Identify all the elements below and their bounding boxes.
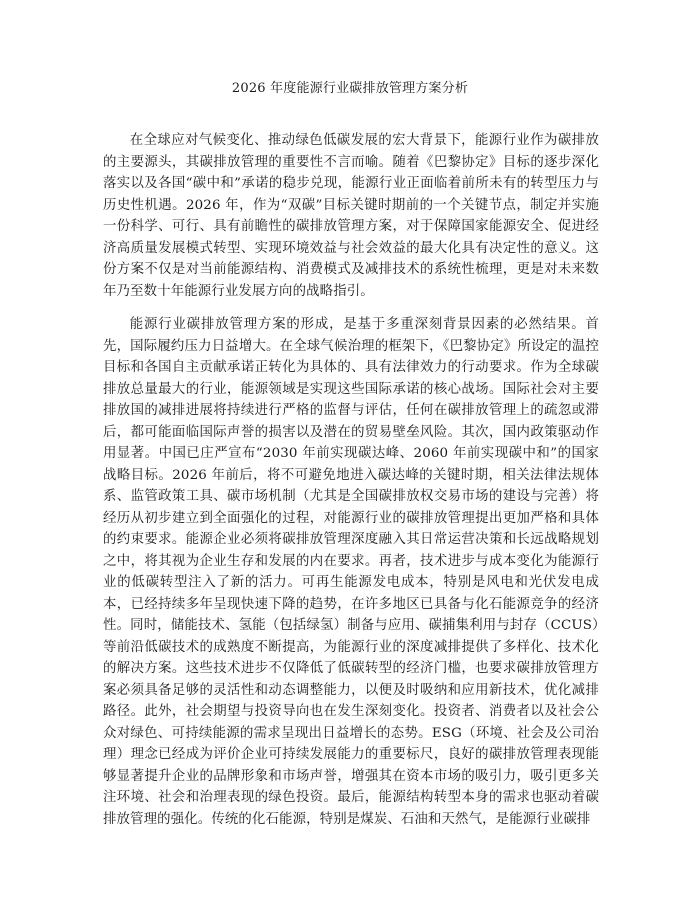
- paragraph-2: 能源行业碳排放管理方案的形成，是基于多重深刻背景因素的必然结果。首先，国际履约压力日益增大。在全球气候治理的框架下，《巴黎协定》所设定的温控目标和各国自主贡献承诺正转化为具体的、具有法律效力的行动要求。作为全球碳排放总量最大的行业，能源领域是实现这些国际承诺的核心战场。国际社会对主要排放国的减排进展将持续进行严格的监督与评估，任何在碳排放管理上的疏忽或滞后，都可能面临国际声誉的损害以及潜在的贸易壁垒风险。其次，国内政策驱动作用显著。中国已庄严宣布“2030 年前实现碳达峰、2060 年前实现碳中和”的国家战略目标。2026 年前后，将不可避免地进入碳达峰的关键时期，相关法律法规体系、监管政策工具、碳市场机制（尤其是全国碳排放权交易市场的建设与完善）将经历从初步建立到全面强化的过程，对能源行业的碳排放管理提出更加严格和具体的约束要求。能源企业必须将碳排放管理深度融入其日常运营决策和长远战略规划之中，将其视为企业生存和发展的内在要求。再者，技术进步与成本变化为能源行业的低碳转型注入了新的活力。可再生能源发电成本，特别是风电和光伏发电成本，已经持续多年呈现快速下降的趋势，在许多地区已具备与化石能源竞争的经济性。同时，储能技术、氢能（包括绿氢）制备与应用、碳捕集利用与封存（CCUS）等前沿低碳技术的成熟度不断提高，为能源行业的深度减排提供了多样化、技术化的解决方案。这些技术进步不仅降低了低碳转型的经济门槛，也要求碳排放管理方案必须具备足够的灵活性和动态调整能力，以便及时吸纳和应用新技术，优化减排路径。此外，社会期望与投资导向也在发生深刻变化。投资者、消费者以及社会公众对绿色、可持续能源的需求呈现出日益增长的态势。ESG（环境、社会及公司治理）理念已经成为评价企业可持续发展能力的重要标尺，良好的碳排放管理表现能够显著提升企业的品牌形象和市场声誉，增强其在资本市场的吸引力，吸引更多关注环境、社会和治理表现的绿色投资。最后，能源结构转型本身的需求也驱动着碳排放管理的强化。传统的化石能源，特别是煤炭、石油和天然气，是能源行业碳排: [103, 317, 599, 827]
- document-body: [103, 130, 599, 830]
- document-title: 2026 年度能源行业碳排放管理方案分析: [231, 81, 469, 96]
- paragraph-1: 在全球应对气候变化、推动绿色低碳发展的宏大背景下，能源行业作为碳排放的主要源头，其碳排放管理的重要性不言而喻。随着《巴黎协定》目标的逐步深化落实以及各国“碳中和”承诺的稳步兑现，能源行业正面临着前所未有的转型压力与历史性机遇。2026 年，作为“双碳”目标关键时期前的一个关键节点，制定并实施一份科学、可行、具有前瞻性的碳排放管理方案，对于保障国家能源安全、促进经济高质量发展模式转型、实现环境效益与社会效益的最大化具有决定性的意义。这份方案不仅是对当前能源结构、消费模式及减排技术的系统性梳理，更是对未来数年乃至数十年能源行业发展方向的战略指引。: [103, 133, 599, 299]
